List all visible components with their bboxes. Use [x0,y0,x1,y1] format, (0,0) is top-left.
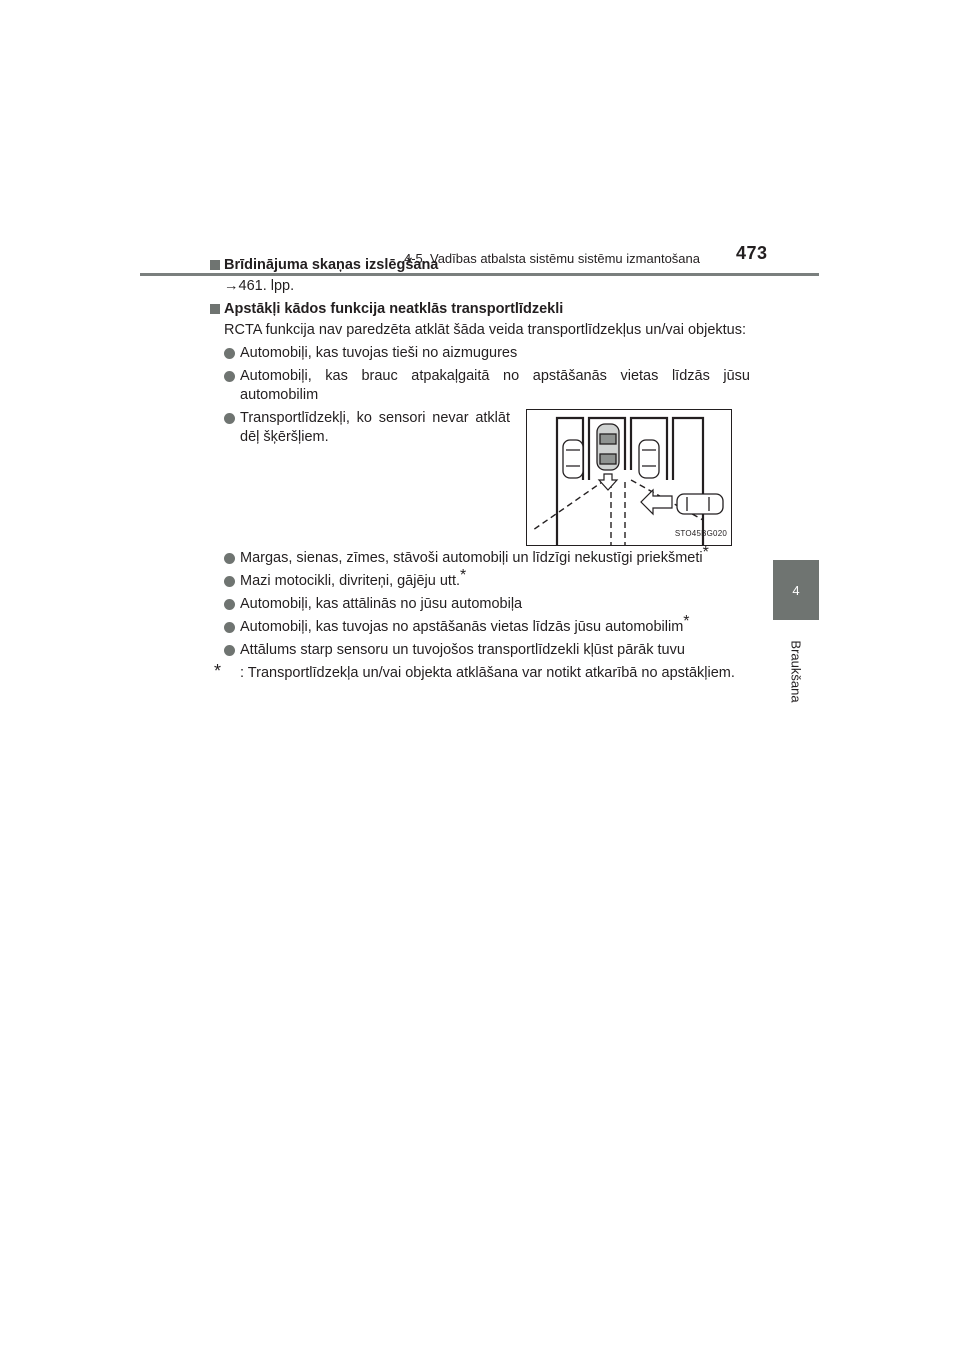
main-content [210,256,750,683]
circle-bullet-icon [224,371,235,382]
figure-row [210,409,750,549]
page-reference: →461. lpp. [224,278,295,294]
intro-paragraph: RCTA funkcija nav paredzēta atklāt šāda veida transportlīdzekļus un/vai objektus: [224,322,747,338]
list-item-text: Automobiļi, kas brauc atpakaļgaitā no apstāšanās vietas līdzās jūsu automobilim [240,368,750,403]
figure-code: STO45BG020 [674,529,727,538]
list-item-text: Attālums starp sensoru un tuvojošos transportlīdzekli kļūst pārāk tuvu [240,642,685,658]
section-heading [210,256,750,275]
circle-bullet-icon [224,348,235,359]
list-item-text: Mazi motocikli, divriteņi, gājēju utt. [240,573,460,589]
circle-bullet-icon [224,413,235,424]
list-item-text: Automobiļi, kas attālinās no jūsu automobiļa [240,596,523,612]
section-title: 4-5. Vadības atbalsta sistēmu sistēmu izmantošana [403,251,700,266]
list-item [210,344,750,363]
chapter-number: 4 [792,582,800,598]
list-item [210,409,510,447]
footnote [210,661,750,683]
footnote-marker: * [702,544,709,561]
list-item [210,367,750,405]
list-item [210,567,750,591]
list-item-text: Margas, sienas, zīmes, stāvoši automobiļi un līdzīgi nekustīgi priekšmeti [240,550,703,566]
list-item [210,544,750,568]
page-number: 473 [736,243,768,263]
square-bullet-icon [210,260,220,270]
section-heading [210,300,750,319]
list-item-text: Transportlīdzekļi, ko sensori nevar atklāt dēļ šķēršļiem. [240,410,510,445]
circle-bullet-icon [224,576,235,587]
footnote-marker: * [460,567,467,584]
circle-bullet-icon [224,622,235,633]
footnote-marker: * [683,613,690,630]
list-item-text: Automobiļi, kas tuvojas tieši no aizmugures [240,345,518,361]
list-item [210,595,750,614]
footnote-text: : Transportlīdzekļa un/vai objekta atklāšana var notikt atkarībā no apstākļiem. [240,665,735,681]
heading-text: Apstākļi kādos funkcija neatklās transportlīdzekli [224,301,564,317]
list-item-text: Automobiļi, kas tuvojas no apstāšanās vietas līdzās jūsu automobilim [240,619,684,635]
circle-bullet-icon [224,599,235,610]
heading-text: Brīdinājuma skaņas izslēgšana [224,257,439,273]
list-item [210,641,750,660]
circle-bullet-icon [224,553,235,564]
square-bullet-icon [210,304,220,314]
circle-bullet-icon [224,645,235,656]
chapter-label: Braukšana [788,640,804,703]
footnote-asterisk: * [214,661,222,681]
list-item [210,613,750,637]
parking-diagram [526,409,732,546]
